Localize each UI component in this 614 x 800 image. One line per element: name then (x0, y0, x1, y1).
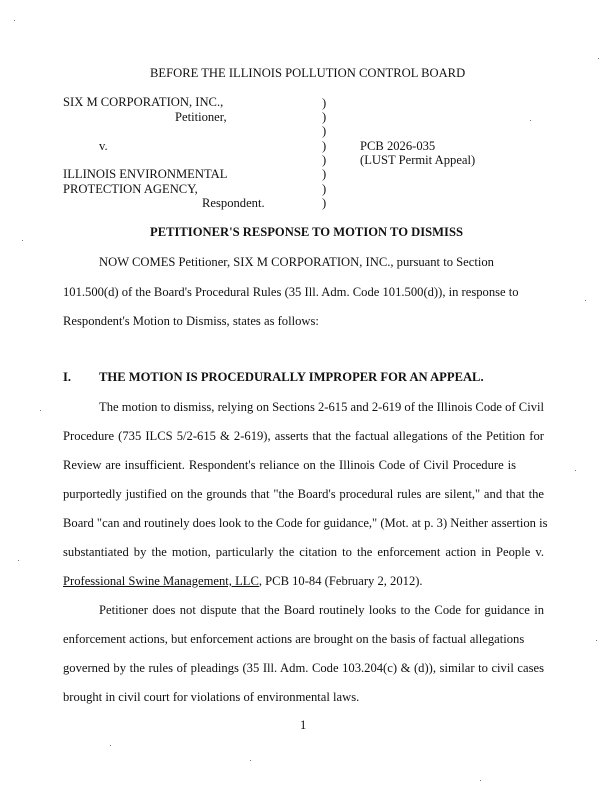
caption-bracket: ) (322, 96, 327, 110)
paragraph-line: Board "can and routinely does look to the Code for guidance," (Mot. at p. 3) Neither assertion is (63, 516, 548, 530)
case-citation: Professional Swine Management, LLC (63, 574, 259, 588)
paragraph-line: Review are insufficient. Respondent's reliance on the Illinois Code of Civil Procedure is (63, 458, 516, 472)
petitioner-name: SIX M CORPORATION, INC., (63, 95, 224, 109)
citation-rest: , PCB 10-84 (February 2, 2012). (258, 574, 423, 588)
intro-line: 101.500(d) of the Board's Procedural Rules (35 Ill. Adm. Code 101.500(d)), in response to (63, 285, 519, 299)
caption-bracket: ) (322, 153, 327, 167)
case-number: PCB 2026-035 (360, 139, 436, 153)
paragraph-line: Petitioner does not dispute that the Board routinely looks to the Code for guidance in (99, 603, 544, 617)
caption-bracket: ) (322, 110, 327, 124)
caption-bracket: ) (322, 139, 327, 153)
document-title: PETITIONER'S RESPONSE TO MOTION TO DISMISS (150, 225, 463, 239)
page-number: 1 (300, 718, 307, 732)
section-heading: THE MOTION IS PROCEDURALLY IMPROPER FOR AN APPEAL. (99, 370, 484, 384)
paragraph-line: Procedure (735 ILCS 5/2-615 & 2-619), asserts that the factual allegations of the Petition for (63, 429, 544, 443)
respondent-name-line1: ILLINOIS ENVIRONMENTAL (63, 167, 228, 181)
caption-bracket: ) (322, 182, 327, 196)
paragraph-line: brought in civil court for violations of environmental laws. (63, 690, 360, 704)
section-number: I. (63, 370, 72, 384)
paragraph-line: substantiated by the motion, particularly the citation to the enforcement action in People v. (63, 545, 544, 559)
petitioner-role: Petitioner, (175, 110, 227, 124)
caption-bracket: ) (322, 124, 327, 138)
paragraph-line: The motion to dismiss, relying on Sections 2-615 and 2-619 of the Illinois Code of Civil (99, 400, 544, 414)
paragraph-line: purportedly justified on the grounds that "the Board's procedural rules are silent," and that the (63, 487, 544, 501)
intro-line: Respondent's Motion to Dismiss, states as follows: (63, 314, 319, 328)
respondent-role: Respondent. (202, 196, 265, 210)
caption-bracket: ) (322, 196, 327, 210)
respondent-name-line2: PROTECTION AGENCY, (63, 182, 198, 196)
versus-label: v. (99, 139, 108, 153)
paragraph-line (63, 574, 423, 589)
paragraph-line: governed by the rules of pleadings (35 Ill. Adm. Code 103.204(c) & (d)), similar to civil cases (63, 661, 544, 675)
board-title: BEFORE THE ILLINOIS POLLUTION CONTROL BOARD (150, 66, 466, 80)
caption-bracket: ) (322, 167, 327, 181)
intro-line: NOW COMES Petitioner, SIX M CORPORATION, INC., pursuant to Section (99, 255, 494, 269)
paragraph-line: enforcement actions, but enforcement actions are brought on the basis of factual allegations (63, 632, 525, 646)
case-type: (LUST Permit Appeal) (360, 153, 476, 167)
